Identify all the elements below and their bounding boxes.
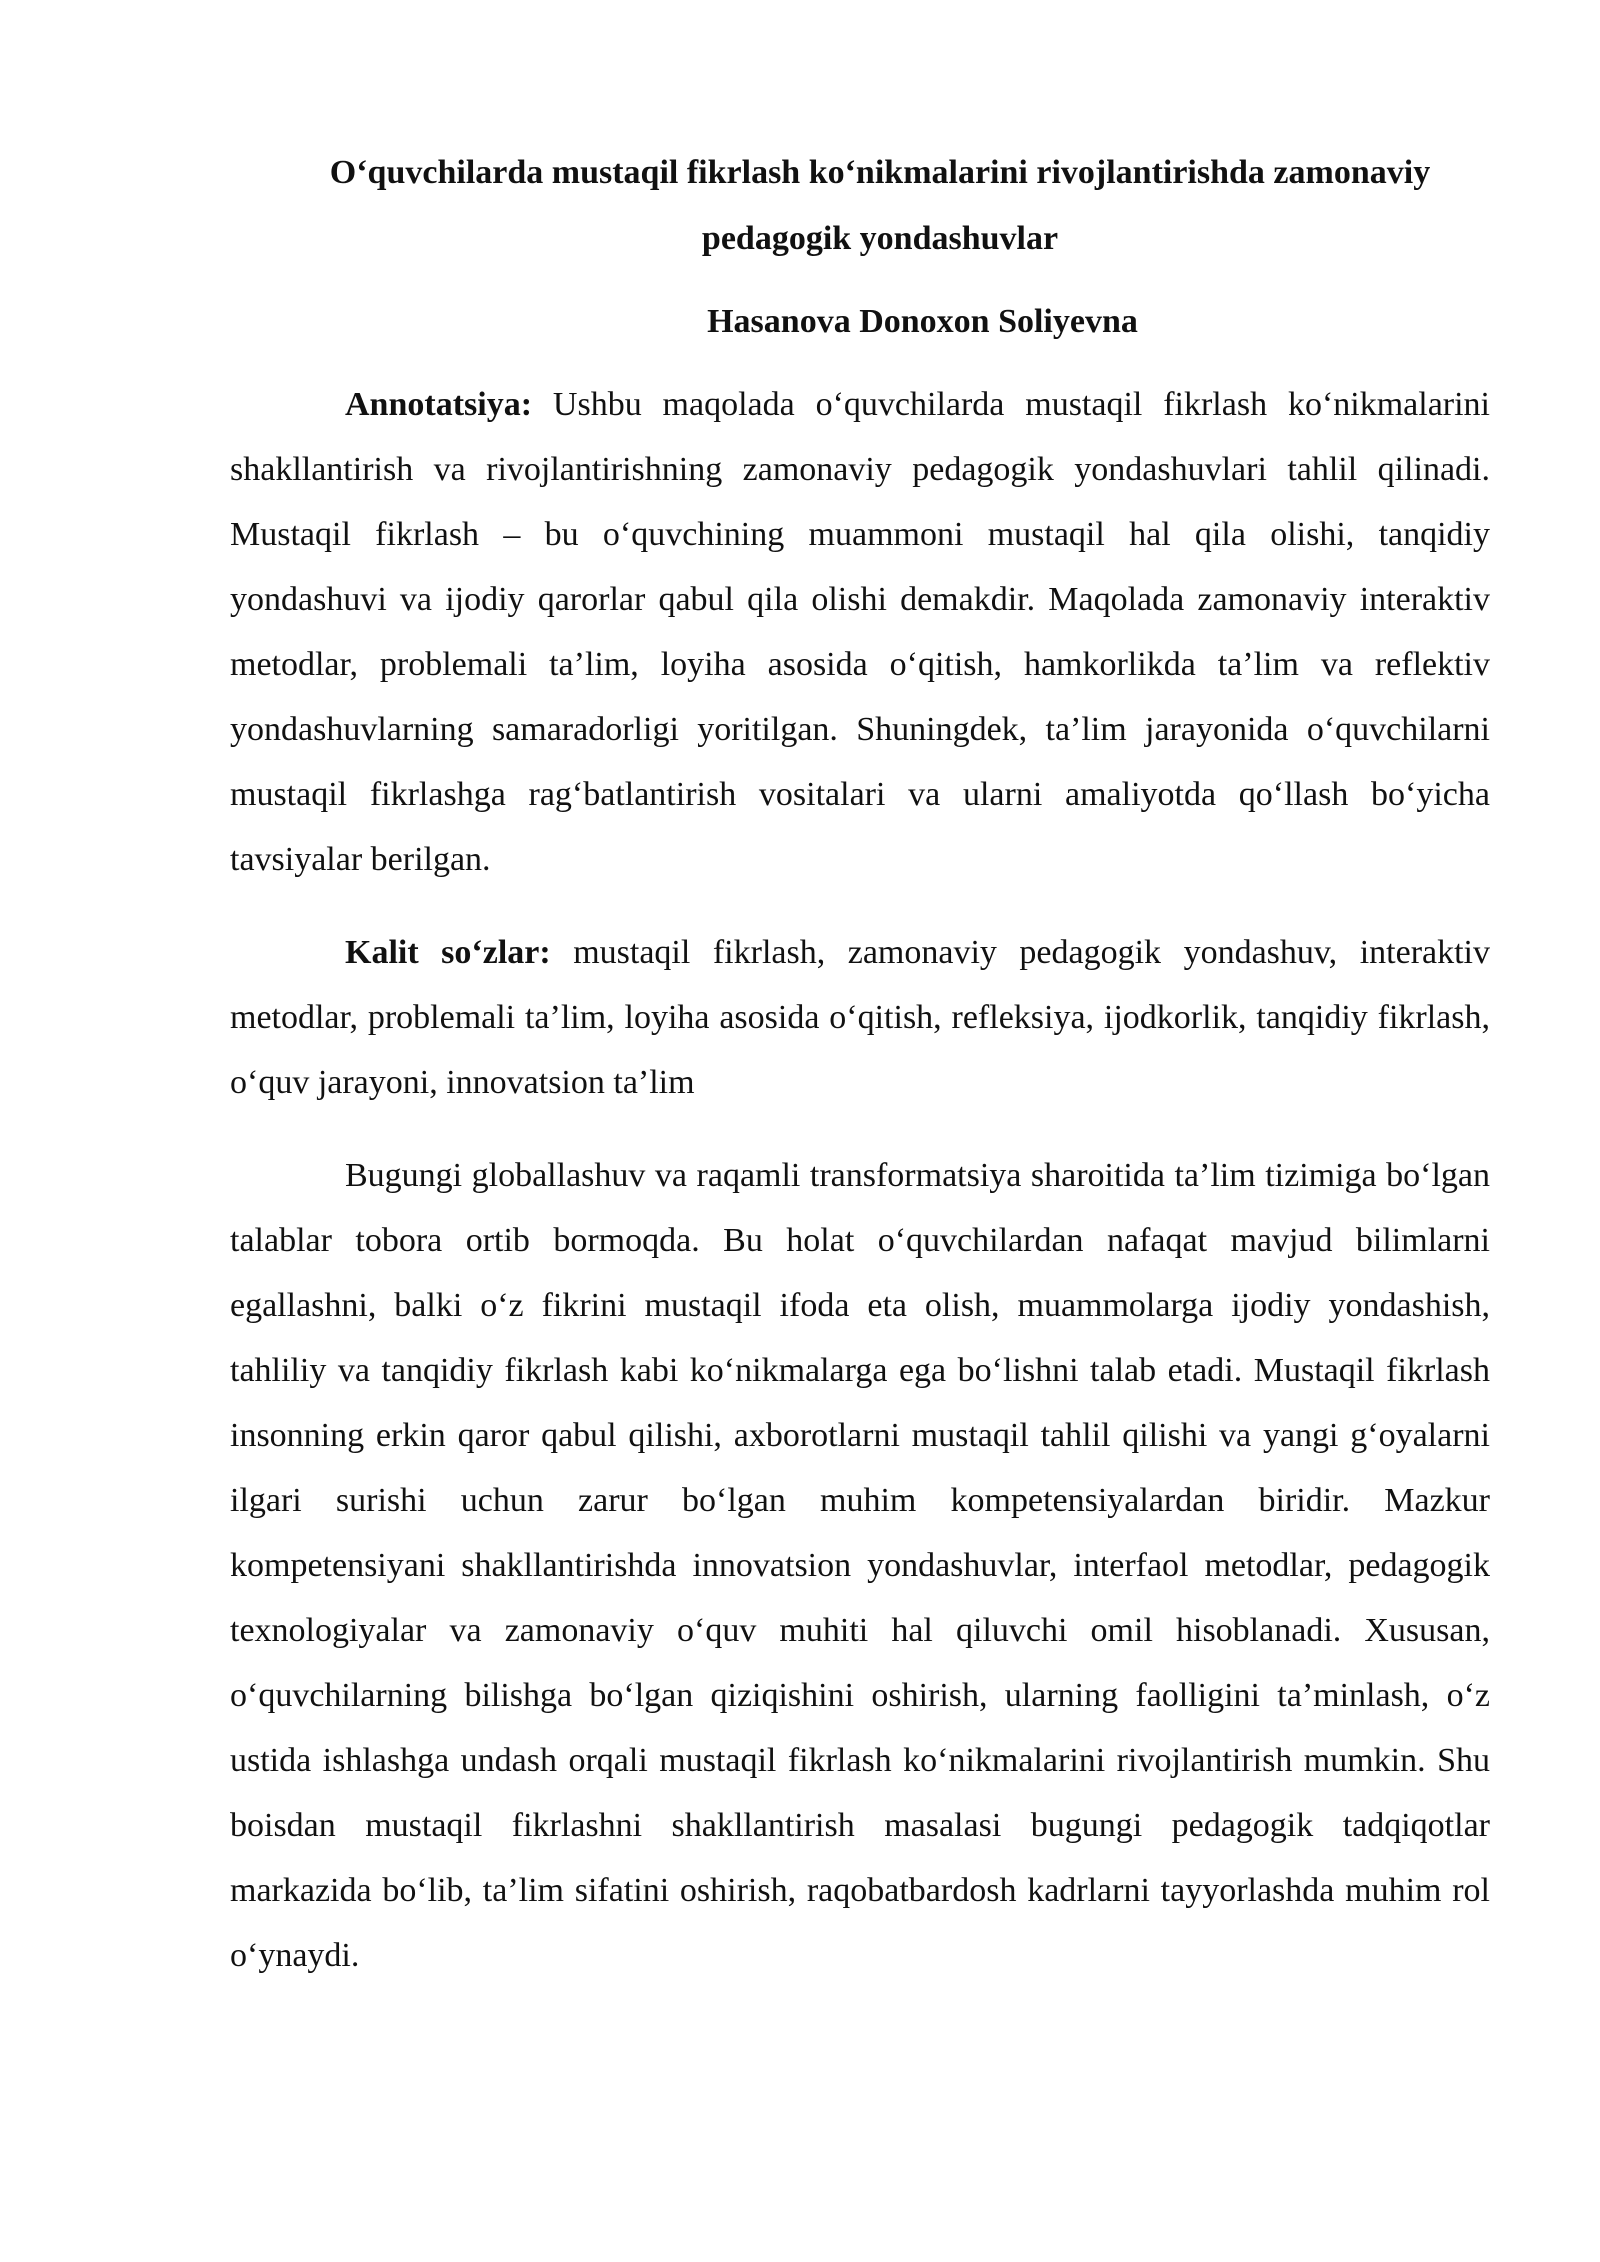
keywords-label: Kalit so‘zlar: xyxy=(345,934,551,971)
annotation-paragraph xyxy=(230,372,1490,892)
body-paragraph: Bugungi globallashuv va raqamli transformatsiya sharoitida ta’lim tizimiga bo‘lgan talablar tobora ortib bormoqda. Bu holat o‘quvchilardan nafaqat mavjud bilimlarni egallashni, balki o‘z fikrini mustaqil ifoda eta olish, muammolarga ijodiy yondashish, tahliliy va tanqidiy fikrlash kabi ko‘nikmalarga ega bo‘lishni talab etadi. Mustaqil fikrlash insonning erkin qaror qabul qilishi, axborotlarni mustaqil tahlil qilishi va yangi g‘oyalarni ilgari surishi uchun zarur bo‘lgan muhim kompetensiyalardan biridir. Mazkur kompetensiyani shakllantirishda innovatsion yondashuvlar, interfaol metodlar, pedagogik texnologiyalar va zamonaviy o‘quv muhiti hal qiluvchi omil hisoblanadi. Xususan, o‘quvchilarning bilishga bo‘lgan qiziqishini oshirish, ularning faolligini ta’minlash, o‘z ustida ishlashga undash orqali mustaqil fikrlash ko‘nikmalarini rivojlantirish mumkin. Shu boisdan mustaqil fikrlashni shakllantirish masalasi bugungi pedagogik tadqiqotlar markazida bo‘lib, ta’lim sifatini oshirish, raqobatbardosh kadrlarni tayyorlashda muhim rol o‘ynaydi. xyxy=(230,1157,1490,1974)
keywords-paragraph xyxy=(230,920,1490,1115)
annotation-label: Annotatsiya: xyxy=(345,386,533,423)
document-page xyxy=(230,140,1490,1988)
article-title: O‘quvchilarda mustaqil fikrlash ko‘nikmalarini rivojlantirishda zamonaviy pedagogik yondashuvlar xyxy=(329,154,1431,257)
keywords-text: mustaqil fikrlash, zamonaviy pedagogik yondashuv, interaktiv metodlar, problemali ta’lim, loyiha asosida o‘qitish, refleksiya, ijodkorlik, tanqidiy fikrlash, o‘quv jarayoni, innovatsion ta’lim xyxy=(230,934,1490,1101)
annotation-text: Ushbu maqolada o‘quvchilarda mustaqil fikrlash ko‘nikmalarini shakllantirish va rivojlantirishning zamonaviy pedagogik yondashuvlari tahlil qilinadi. Mustaqil fikrlash – bu o‘quvchining muammoni mustaqil hal qila olishi, tanqidiy yondashuvi va ijodiy qarorlar qabul qila olishi demakdir. Maqolada zamonaviy interaktiv metodlar, problemali ta’lim, loyiha asosida o‘qitish, hamkorlikda ta’lim va reflektiv yondashuvlarning samaradorligi yoritilgan. Shuningdek, ta’lim jarayonida o‘quvchilarni mustaqil fikrlashga rag‘batlantirish vositalari va ularni amaliyotda qo‘llash bo‘yicha tavsiyalar berilgan. xyxy=(230,386,1491,878)
article-author: Hasanova Donoxon Soliyevna xyxy=(707,303,1138,340)
